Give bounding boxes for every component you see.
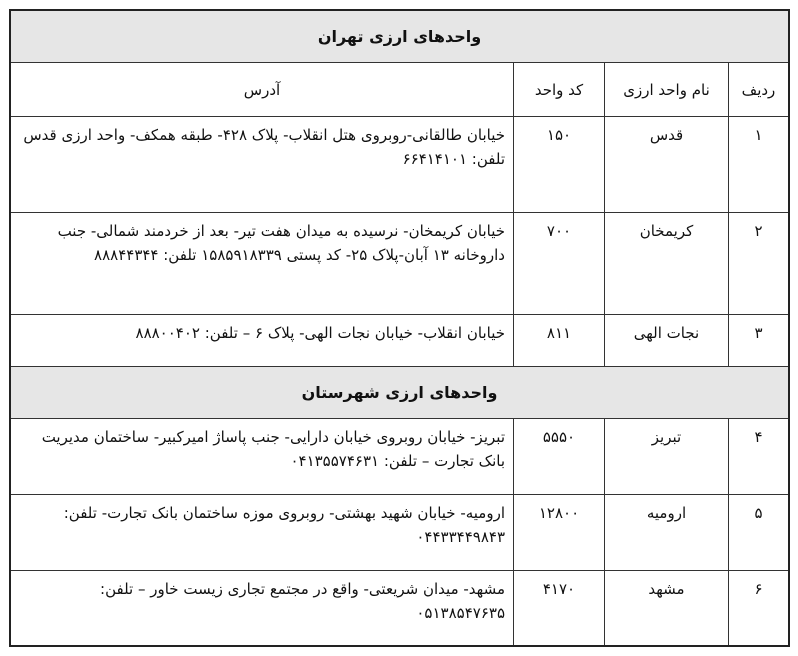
row-code: ۱۲۸۰۰ <box>513 495 604 570</box>
row-address <box>11 117 513 212</box>
table-row <box>11 117 788 213</box>
row-address: ارومیه- خیابان شهید بهشتی- روبروی موزه ساختمان بانک تجارت- تلفن: ۰۴۴۳۳۴۴۹۸۴۳ <box>63 504 505 546</box>
row-radif: ۴ <box>728 419 788 494</box>
row-address: خیابان انقلاب- خیابان نجات الهی- پلاک ۶ – تلفن: ۸۸۸۰۰۴۰۲ <box>135 324 505 342</box>
row-name: نجات الهی <box>604 315 728 366</box>
table-row <box>11 419 788 495</box>
row-name: مشهد <box>604 571 728 645</box>
row-code: ۱۵۰ <box>513 117 604 212</box>
header-radif: ردیف <box>728 63 788 116</box>
row-name: ارومیه <box>604 495 728 570</box>
table-row <box>11 571 788 645</box>
row-code: ۵۵۵۰ <box>513 419 604 494</box>
table-header-row <box>11 63 788 117</box>
row-address: خیابان کریمخان- نرسیده به میدان هفت تیر- بعد از خردمند شمالی- جنب داروخانه ۱۳ آبان-پلاک ۲۵- کد پستی ۱۵۸۵۹۱۸۳۳۹ تلفن: ۸۸۸۴۴۳۴۴ <box>57 222 505 264</box>
row-name: تبریز <box>604 419 728 494</box>
table-row <box>11 213 788 315</box>
currency-units-table <box>9 9 790 647</box>
row-address: مشهد- میدان شریعتی- واقع در مجتمع تجاری زیست خاور – تلفن: ۰۵۱۳۸۵۴۷۶۳۵ <box>100 580 505 622</box>
row-phone: تلفن: ۶۶۴۱۴۱۰۱ <box>402 150 505 168</box>
row-code: ۴۱۷۰ <box>513 571 604 645</box>
provinces-section-title: واحدهای ارزی شهرستان <box>301 383 498 402</box>
header-name: نام واحد ارزی <box>604 63 728 116</box>
row-code: ۷۰۰ <box>513 213 604 314</box>
header-address: آدرس <box>243 80 281 99</box>
row-radif: ۳ <box>728 315 788 366</box>
table-row <box>11 315 788 367</box>
row-radif: ۲ <box>728 213 788 314</box>
header-code: کد واحد <box>513 63 604 116</box>
row-address-text: خیابان طالقانی-روبروی هتل انقلاب- پلاک ۴۲۸- طبقه همکف- واحد ارزی قدس <box>23 126 505 144</box>
row-address: تبریز- خیابان روبروی خیابان دارایی- جنب پاساژ امیرکبیر- ساختمان مدیریت بانک تجارت – تلفن: ۰۴۱۳۵۵۷۴۶۳۱ <box>41 428 505 470</box>
row-radif: ۶ <box>728 571 788 645</box>
table-row <box>11 495 788 571</box>
row-radif: ۵ <box>728 495 788 570</box>
tehran-section-title: واحدهای ارزی تهران <box>317 27 482 46</box>
tehran-section-header <box>11 11 788 63</box>
row-name: قدس <box>604 117 728 212</box>
provinces-section-header <box>11 367 788 419</box>
row-code: ۸۱۱ <box>513 315 604 366</box>
row-name: کریمخان <box>604 213 728 314</box>
row-radif: ۱ <box>728 117 788 212</box>
